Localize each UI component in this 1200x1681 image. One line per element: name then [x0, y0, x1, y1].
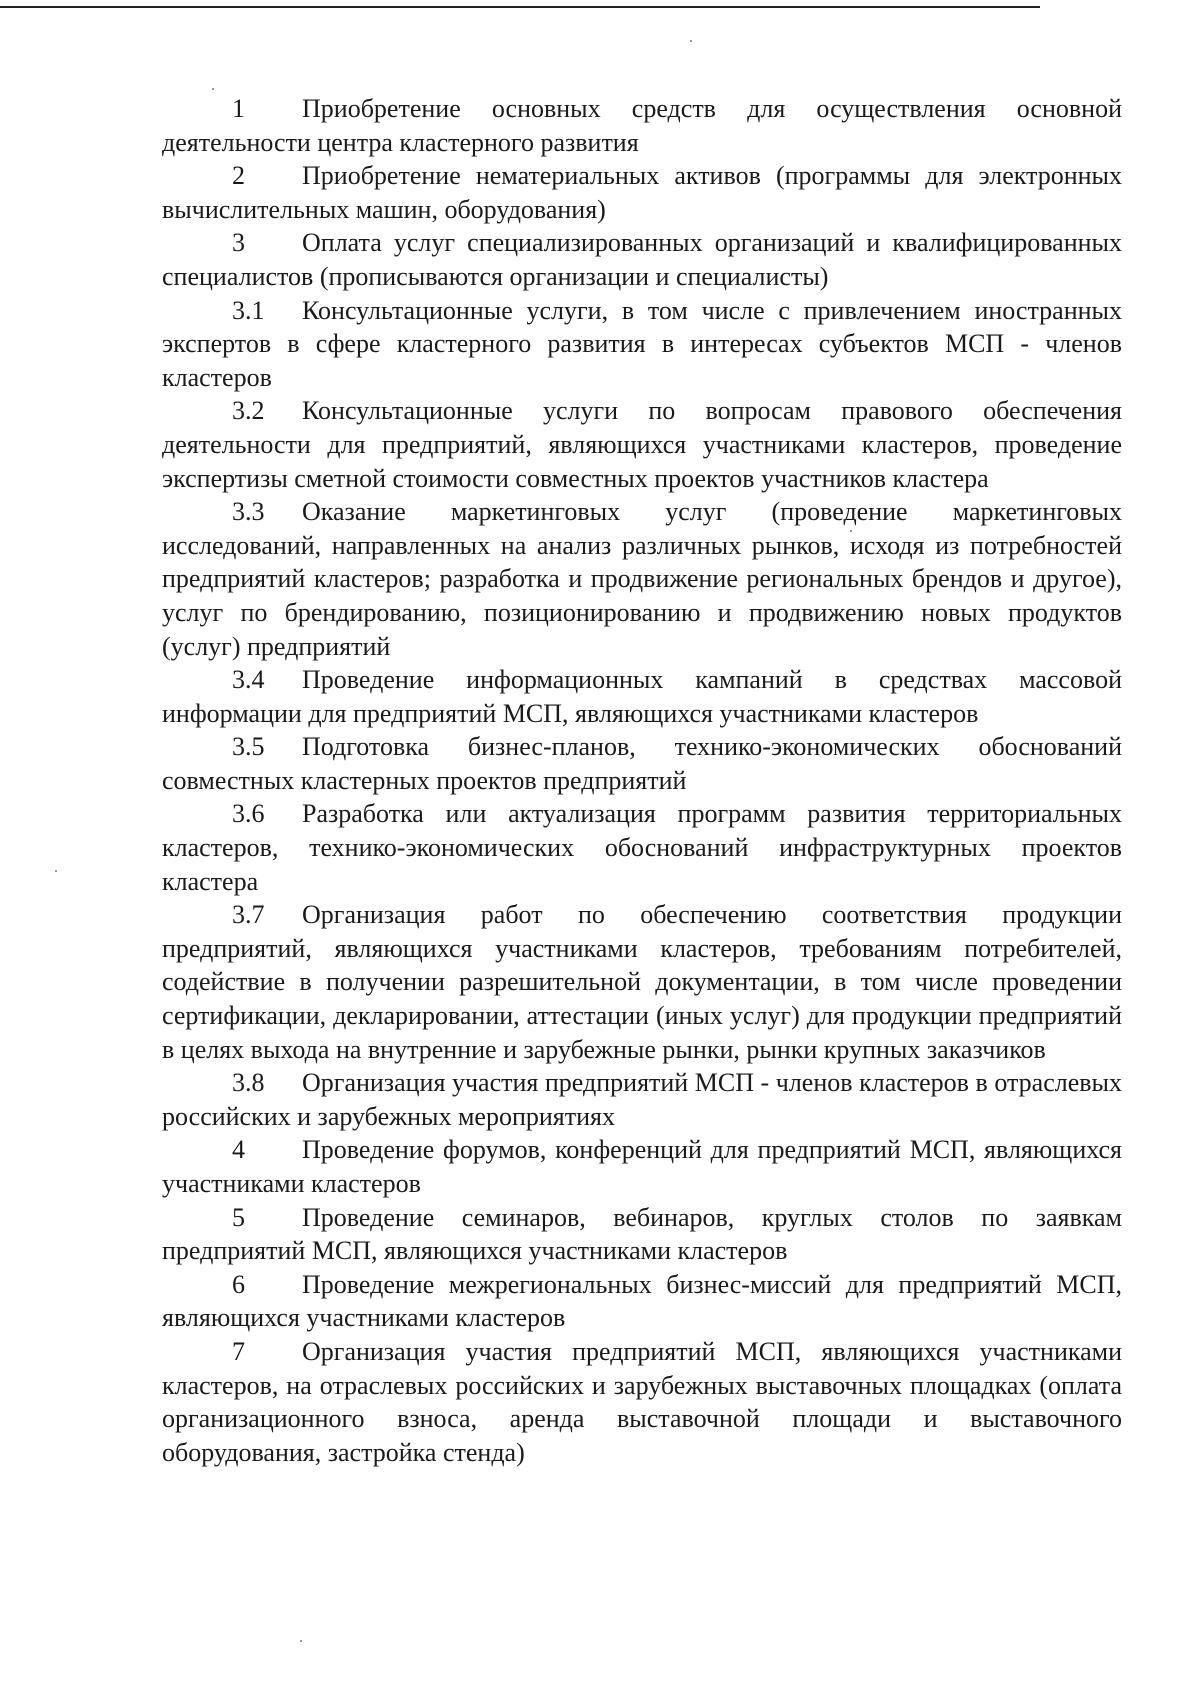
item-text: Проведение форумов, конференций для предприятий МСП, являющихся участниками кластеров: [162, 1135, 1122, 1198]
item-text: Оказание маркетинговых услуг (проведение маркетинговых исследований, направленных на анализ различных рынков, исходя из потребностей предприятий кластеров; разработка и продвижение региональных брендов и другое), услуг по брендированию, позиционированию и продвижению новых продуктов (услуг) предприятий: [162, 497, 1122, 661]
list-item: [162, 226, 1122, 293]
scan-speck: [55, 870, 57, 872]
item-number: 3.1: [232, 295, 265, 325]
item-text: Организация участия предприятий МСП - членов кластеров в отраслевых российских и зарубежных мероприятиях: [162, 1068, 1122, 1131]
item-number: 2: [232, 161, 245, 191]
list-item: [162, 1066, 1122, 1133]
item-number: 6: [232, 1269, 245, 1299]
item-text: Консультационные услуги, в том числе с привлечением иностранных экспертов в сфере кластерного развития в интересах субъектов МСП - членов кластеров: [162, 295, 1122, 392]
item-text: Приобретение нематериальных активов (программы для электронных вычислительных машин, оборудования): [162, 161, 1122, 224]
item-text: Оплата услуг специализированных организаций и квалифицированных специалистов (прописываются организации и специалисты): [162, 228, 1122, 291]
item-number: 3: [232, 228, 245, 258]
list-item: [162, 495, 1122, 663]
item-number: 3.4: [232, 665, 265, 695]
item-number: 1: [232, 94, 245, 123]
item-number: 3.8: [232, 1068, 265, 1098]
item-text: Приобретение основных средств для осуществления основной деятельности центра кластерного развития: [162, 94, 1122, 157]
item-number: 4: [232, 1135, 245, 1165]
scan-speck: [690, 40, 692, 42]
list-item: [162, 394, 1122, 495]
list-item: [162, 1133, 1122, 1200]
scan-speck: [212, 88, 214, 90]
item-number: 3.2: [232, 396, 265, 426]
document-body: [162, 92, 1122, 1469]
item-text: Консультационные услуги по вопросам правового обеспечения деятельности для предприятий, являющихся участниками кластеров, проведение экспертизы сметной стоимости совместных проектов участников кластера: [162, 396, 1122, 493]
scan-speck: [300, 1640, 302, 1642]
item-text: Организация участия предприятий МСП, являющихся участниками кластеров, на отраслевых российских и зарубежных выставочных площадках (оплата организационного взноса, аренда выставочной площади и выставочного оборудования, застройка стенда): [162, 1336, 1122, 1467]
item-number: 7: [232, 1336, 245, 1366]
item-number: 5: [232, 1202, 245, 1232]
item-number: 3.6: [232, 799, 265, 829]
list-item: [162, 663, 1122, 730]
item-text: Проведение семинаров, вебинаров, круглых столов по заявкам предприятий МСП, являющихся участниками кластеров: [162, 1202, 1122, 1266]
list-item: [162, 797, 1122, 898]
item-number: 3.5: [232, 732, 265, 762]
list-item: [162, 898, 1122, 1066]
scan-top-border: [0, 6, 1040, 8]
list-item: [162, 1335, 1122, 1469]
item-text: Проведение информационных кампаний в средствах массовой информации для предприятий МСП, являющихся участниками кластеров: [162, 665, 1122, 728]
item-number: 3.7: [232, 900, 265, 930]
item-text: Подготовка бизнес-планов, технико-экономических обоснований совместных кластерных проектов предприятий: [162, 732, 1122, 795]
item-text: Организация работ по обеспечению соответствия продукции предприятий, являющихся участниками кластеров, требованиям потребителей, содействие в получении разрешительной документации, в том числе проведении сертификации, декларировании, аттестации (иных услуг) для продукции предприятий в целях выхода на внутренние и зарубежные рынки, рынки крупных заказчиков: [162, 900, 1122, 1064]
list-item: [162, 1201, 1122, 1268]
list-item: [162, 294, 1122, 395]
item-text: Разработка или актуализация программ развития территориальных кластеров, технико-экономических обоснований инфраструктурных проектов кластера: [162, 799, 1122, 896]
list-item: [162, 159, 1122, 226]
item-text: Проведение межрегиональных бизнес-миссий для предприятий МСП, являющихся участниками кластеров: [162, 1269, 1122, 1333]
list-item: [162, 1268, 1122, 1335]
item-number: 3.3: [232, 497, 265, 527]
list-item: [162, 730, 1122, 797]
list-item: [162, 92, 1122, 159]
